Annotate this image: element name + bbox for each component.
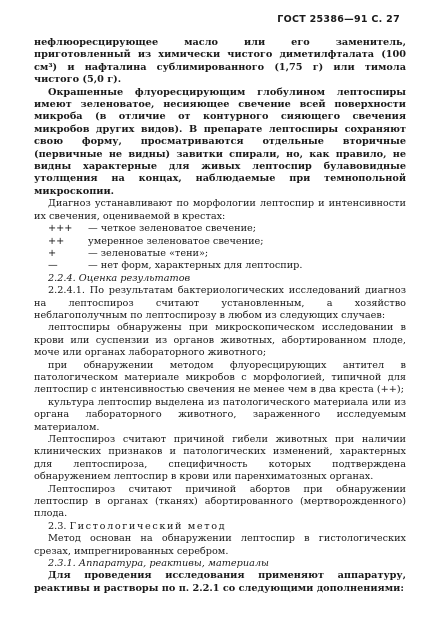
cross-symbol: ++ <box>48 235 65 247</box>
paragraph-diagnosis: Диагноз устанавливают по морфологии лептоспир и интенсивности их свечения, оцениваемой в крестах: <box>34 198 406 222</box>
paragraph-stained-leptospira: Окрашенные флуоресцирующим глобулином лептоспиры имеют зеленоватое, несияющее свечение всей поверхности микроба (в отличие от контурного сияющего свечения микробов других видов). В препарате лептоспиры сохраняют свою форму, просматриваются отдельные вторичные (первичные не видны) завитки спирали, но, как правило, не видны характерные для живых лептоспир булавовидные утолщения на концах, наблюдаемые при темнопольной микроскопии. <box>34 86 406 197</box>
section-heading-2-2-4: 2.2.4. Оценка результатов <box>48 272 191 284</box>
cross-symbol: + <box>48 247 57 259</box>
paragraph-mounting-oil: нефлюоресцирующее масло или его заменитель, приготовленный из химически чистого диметилфталата (100 см³) и нафталина сублимированного (1,75 г) или тимола чистого (5,0 г). <box>34 37 406 86</box>
paragraph-case-microscopy: лептоспиры обнаружены при микроскопическом исследовании в крови или суспензии из органов животных, абортированном плоде, моче или органах лабораторного животного; <box>34 322 406 359</box>
cross-scale-item <box>34 248 406 260</box>
paragraph-equipment: Для проведения исследования применяют аппаратуру, реактивы и растворы по п. 2.2.1 со следующими дополнениями: <box>34 570 406 594</box>
cross-description: — зеленоватые «тени»; <box>88 247 209 259</box>
page-header: ГОСТ 25386—91 С. 27 <box>277 14 400 25</box>
cross-description: — четкое зеленоватое свечение; <box>88 223 257 235</box>
paragraph-method-basis: Метод основан на обнаружении лептоспир в гистологических срезах, импрегнированных серебром. <box>34 533 406 557</box>
section-heading-2-3-1: 2.3.1. Аппаратура, реактивы, материалы <box>48 558 269 570</box>
paragraph-abortion-cause: Лептоспироз считают причиной абортов при обнаружении лептоспир в органах (тканях) абортированного (мертворожденного) плода. <box>34 483 406 520</box>
paragraph-case-culture: культура лептоспир выделена из патологического материала или из органа лабораторного животного, зараженного исследуемым материалом. <box>34 396 406 433</box>
section-title: Гистологический метод <box>69 520 227 532</box>
cross-scale-item <box>34 236 406 248</box>
cross-description: умеренное зеленоватое свечение; <box>88 235 264 247</box>
cross-symbol: +++ <box>48 223 73 235</box>
document-body <box>34 37 406 595</box>
section-number: 2.3. <box>48 520 70 532</box>
cross-symbol: — <box>48 260 58 272</box>
paragraph-death-cause: Лептоспироз считают причиной гибели животных при наличии клинических признаков и патологических изменений, характерных для лептоспироза, специфичность которых подтверждена обнаружением лептоспир в крови или паренхиматозных органах. <box>34 434 406 483</box>
cross-scale-item <box>34 223 406 235</box>
paragraph-2-2-4-1: 2.2.4.1. По результатам бактериологических исследований диагноз на лептоспироз считают установленным, а хозяйство неблагополучным по лептоспирозу в любом из следующих случаев: <box>34 285 406 321</box>
cross-scale-item <box>34 260 406 272</box>
section-heading-2-3 <box>34 521 406 533</box>
paragraph-case-fluorescence: при обнаружении методом флуоресцирующих антител в патологическом материале микробов с морфологией, типичной для лептоспир с интенсивностью свечения не менее чем в два креста (++); <box>34 359 406 396</box>
cross-description: — нет форм, характерных для лептоспир. <box>88 260 303 272</box>
